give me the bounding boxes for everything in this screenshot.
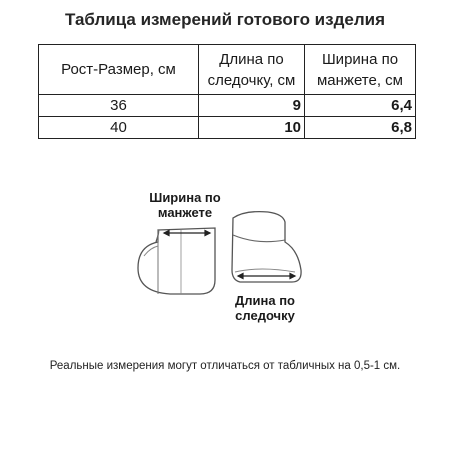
cell-length: 10: [199, 117, 305, 139]
cell-length: 9: [199, 95, 305, 117]
cell-size: 36: [39, 95, 199, 117]
measurement-diagram: [120, 190, 340, 340]
table-header-row: [39, 45, 416, 95]
header-width: [305, 45, 416, 95]
cell-width: 6,4: [305, 95, 416, 117]
header-size: Рост-Размер, см: [39, 45, 199, 95]
header-length-line-2: следочку, см: [207, 71, 296, 89]
width-label: [135, 190, 235, 220]
header-width-line-1: Ширина по: [321, 50, 399, 68]
header-length-line-1: Длина по: [219, 50, 284, 68]
cell-size: 40: [39, 117, 199, 139]
length-label: [220, 293, 310, 323]
table-row: [39, 95, 416, 117]
cell-width: 6,8: [305, 117, 416, 139]
table-row: [39, 117, 416, 139]
page-title: Таблица измерений готового изделия: [64, 10, 385, 29]
width-label-line-2: манжете: [157, 205, 213, 220]
length-label-line-1: Длина по: [235, 293, 295, 308]
width-label-line-1: Ширина по: [149, 190, 221, 205]
header-length: [199, 45, 305, 95]
disclaimer-note: Реальные измерения могут отличаться от табличных на 0,5-1 см.: [49, 360, 401, 372]
length-label-line-2: следочку: [235, 308, 295, 323]
size-table: [38, 44, 416, 139]
bootie-front-icon: [232, 212, 301, 282]
bootie-side-icon: [138, 228, 215, 294]
header-width-line-2: манжете, см: [316, 71, 403, 89]
